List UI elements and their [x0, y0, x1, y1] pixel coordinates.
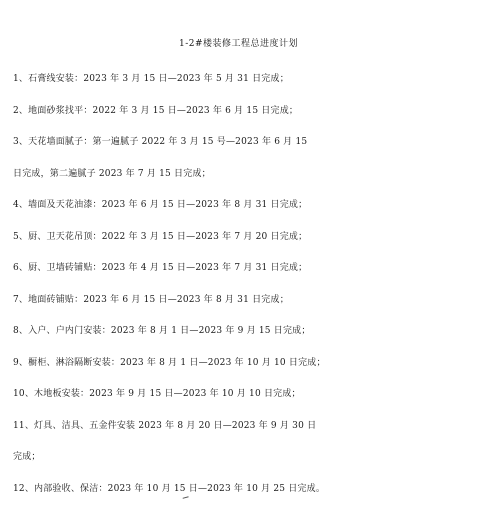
schedule-item-9: 9、橱柜、淋浴隔断安装：2023 年 8 月 1 日—2023 年 10 月 10 日完成；	[0, 348, 477, 380]
schedule-list	[0, 64, 477, 505]
schedule-item-1: 1、石膏线安装：2023 年 3 月 15 日—2023 年 5 月 31 日完成；	[0, 64, 477, 96]
schedule-item-7: 7、地面砖铺贴：2023 年 6 月 15 日—2023 年 8 月 31 日完成；	[0, 285, 477, 317]
schedule-item-10: 10、木地板安装：2023 年 9 月 15 日—2023 年 10 月 10 日完成；	[0, 379, 477, 411]
schedule-item-3: 3、天花墙面腻子：第一遍腻子 2022 年 3 月 15 号—2023 年 6 月 15	[0, 127, 477, 159]
schedule-item-2: 2、地面砂浆找平：2022 年 3 月 15 日—2023 年 6 月 15 日完成；	[0, 96, 477, 128]
schedule-item-4: 4、墙面及天花油漆：2023 年 6 月 15 日—2023 年 8 月 31 日完成；	[0, 190, 477, 222]
schedule-item-3-continued: 日完成，第二遍腻子 2023 年 7 月 15 日完成；	[0, 159, 477, 191]
document-title: 1-2#楼装修工程总进度计划	[0, 36, 477, 49]
schedule-item-5: 5、厨、卫天花吊顶：2022 年 3 月 15 日—2023 年 7 月 20 日完成；	[0, 222, 477, 254]
schedule-item-11: 11、灯具、洁具、五金件安装 2023 年 8 月 20 日—2023 年 9 月 30 日	[0, 411, 477, 443]
schedule-item-12: 12、内部验收、保洁：2023 年 10 月 15 日—2023 年 10 月 25 日完成。	[0, 474, 477, 505]
schedule-item-6: 6、厨、卫墙砖铺贴：2023 年 4 月 15 日—2023 年 7 月 31 日完成；	[0, 253, 477, 285]
schedule-item-8: 8、入户、户内门安装：2023 年 8 月 1 日—2023 年 9 月 15 日完成；	[0, 316, 477, 348]
schedule-item-11-continued: 完成；	[0, 442, 477, 474]
